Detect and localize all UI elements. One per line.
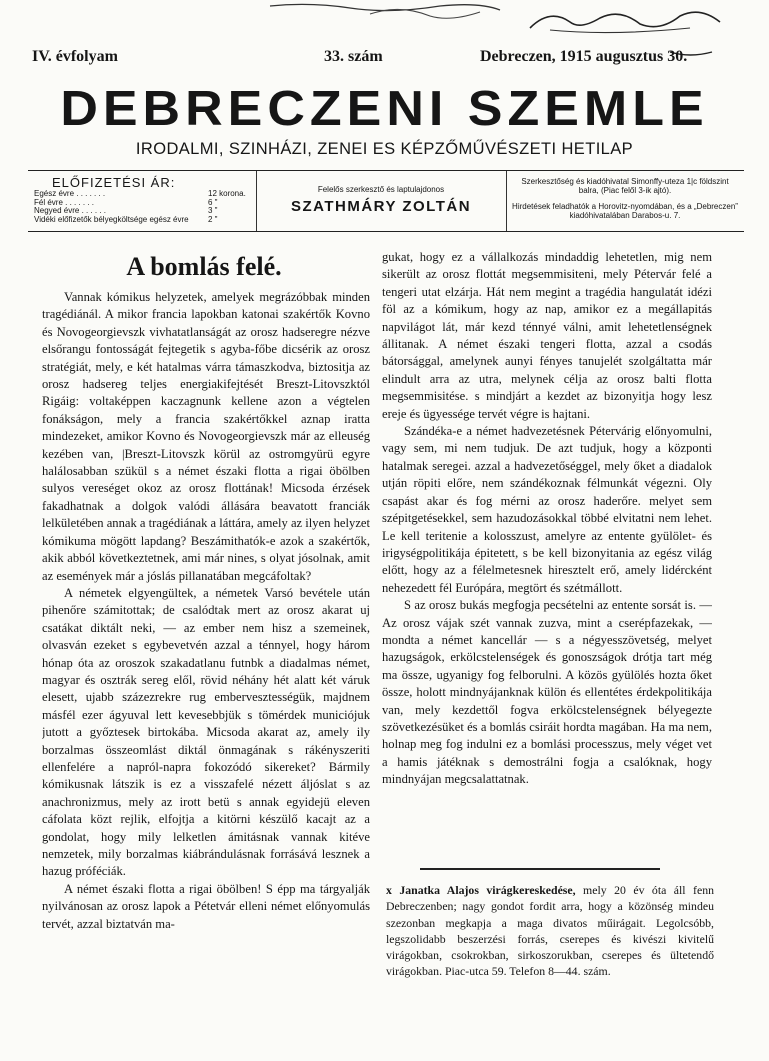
advertisement <box>386 882 714 980</box>
editor-role: Felelős szerkesztő és laptulajdonos <box>317 185 445 194</box>
issue-number: 33. szám <box>324 48 383 65</box>
volume-label: IV. évfolyam <box>32 48 118 65</box>
subscription-row: Vidéki előfizetők bélyegköltsége egész évre 2 " <box>34 214 218 224</box>
subscription-row: Fél évre . . . . . . . 6 " <box>34 197 218 207</box>
issue-info-line <box>30 44 740 70</box>
editorial-office-address: Szerkesztőség és kiadóhivatal Simonffy-uteza 1|c földszint balra, (Piac felől 3-ik ajtó). <box>521 177 729 195</box>
article-column-2 <box>382 249 712 849</box>
paragraph: A német északi flotta a rigai öbölben! S épp ma tárgyalják nyilvánosan az orosz lapok a Pétetvár elleni német előnyomulás tervét, azzal biztatván ma- <box>42 881 370 931</box>
paragraph: Szándéka-e a német hadvezetésnek Pétervárig előnyomulni, vagy sem, mi nem tudjuk. De azt tudjuk, hogy a központi hatalmak seregei. azzal a hadvezetőséggel, mely őket a diadalok utján röpiti előre, nem szándékoznak félmunkát végezni. Oly csapást akar és fog mérni az orosz haderőre. melyet sem szépitgetésekkel, sem hazudozásokkal többé elvitatni nem lehet. Le kell teritenie a kolosszust, amelyre az entente gyülölet- és irigységpolitikája épitetett, s be kell bizonyitania az egész világ előtt, hogy az a félelmetesnek hiresztelt erő, amely lidércként nehezedett fél Európára, megtört és szétmállott. <box>382 424 712 595</box>
newspaper-title: DEBRECZENI SZEMLE <box>60 81 709 137</box>
ad-text: mely 20 év óta áll fenn Debreczenben; nagy gondot fordit arra, hogy a közönség mindeu szezonban megkapja a maga divatos műirágait. Legolcsóbb, legszolidabb beszerzési forrás, cserepes és kivészi kivitelű virágokban, csokrokban, sirkoszorukban, cserepes és ültetendő virágokban. Piac-utca 59. Telefon 8—44. szám. <box>386 883 714 979</box>
ad-firm-name: x Janatka Alajos virágkereskedése, <box>386 883 576 897</box>
newspaper-subtitle: IRODALMI, SZINHÁZI, ZENEI ES KÉPZŐMŰVÉSZETI HETILAP <box>135 140 634 158</box>
paragraph: A németek elgyengültek, a németek Varsó bevétele után pihenőre számitottak; de csalódtak mert az orosz akarat uj csatákat diktált neki, — az ember nem hisz a szemeinek, olvasván ezeket s egybevetvén azzal a ténnyel, hogy három hónap óta az oroszok szakadatlanu futnbk a diadalmas német, magyar és osztrák sereg elől, rövid néhány hét alatt két váruk elesett, ujabb százezrekre rug embervesztességük, majdnem másfél ezer ágyuval lett kevesebbjük s tömérdek municiójuk jutott a győztesek birtokába. Micsoda akarat az, amely ily borzalmas összeomlást diktál önmagának s rákényszeriti ellenfelére a napról-napra fokozódó sikereket? Bármily kómikusnak látszik is ez a visszafelé nézett áljóslat s az anachronizmus, mely az irott betü s annak egyidejü eleven cáfolata közt rejlik, elfojtja a kitörni készülő kacajt az a gondolat, hogy mily lelketlen ámitásnak vannak kitéve nemzetek, mily borzalmas kiábrándulásnak forrásává lesznek a hazug próféciák. <box>42 585 370 879</box>
subscription-title: ELŐFIZETÉSI ÁR: <box>52 175 176 190</box>
article-column-1 <box>42 289 370 949</box>
paragraph: Vannak kómikus helyzetek, amelyek megrázóbbak minden tragédiánál. A mikor francia lapokban katonai szakértők Kovno és Novogeorgievszk vivhatatlanságát az orosz hadseregre nézve elsőrangu fontosságát fejtegetik s agyba-főbe dicsérik az orosz stratégiát, mely, e két hatalmas várra támaszkodva, biztositja az orosz hadsereg teljes energiakifejtését Breszt-Litovszktól Rigáig: voltaképpen kaczagnunk kellene azon a végtelen fonákságon, mely a francia szakértőkkel aznap iratta mindezeket, amikor Kovno és Novogeorgievszk már az elleuség kezében van, |Breszt-Litovszk körül az ostromgyürü egyre halálosabban szükül s a német északi flotta a rigai öbölben sulyos vereséget okoz az orosz flottának! Micsoda érzések fakadhatnak a dolgok valódi állására beavatott franciák lelkületében annak a tragédiának a láttára, amely az ilyen helyzet kómikuma mögött lapdang? Beszámithatók-e azok a szakértők, akik abból következtetnek, ami már nines, s olyat jósolnak, amit az események már a jóslás pillanatában megcáfoltak? <box>42 290 370 583</box>
editor-block <box>256 171 507 231</box>
paragraph: gukat, hogy ez a vállalkozás mindaddig lehetetlen, mig nem sikerült az orosz flottát megsemmisiteni, mely Pétervár felé a tengeri utat elzárja. Hát nem megint a tragédia hangulatát idézi föl az a kómikum, hogy az nap, amikor ez a megállapitás napvilágot lát, már kezd ténnyé válni, amit lehetetlenségnek állitanak. A német északi tengeri flotta, azzal a csodás bátorsággal, amelynek aunyi fényes tanujelét szolgáltatta már elindult arra az utra, melynek célja az orosz balti flotta megsemmisitése. s mindjárt a kezdet az bizonyitja hogy lesz ereje és ügyessége tervét végre is hajtani. <box>382 250 712 421</box>
subscription-row: Negyed évre . . . . . . 3 " <box>34 206 218 215</box>
article-title: A bomlás felé. <box>126 252 282 281</box>
place-and-date: Debreczen, 1915 augusztus 30. <box>480 48 688 65</box>
office-block <box>506 171 744 231</box>
subscription-block <box>28 171 257 231</box>
section-divider <box>420 868 660 870</box>
editor-name: SZATHMÁRY ZOLTÁN <box>290 198 472 215</box>
advertising-info: Hirdetések feladhatók a Horovitz-nyomdában, és a „Debreczen” kiadóhivatalában Darabos-u. 7. <box>512 202 738 220</box>
paragraph: S az orosz bukás megfogja pecsételni az entente sorsát is. — Az orosz vájak szét vannak zuzva, mint a cserépfazekak, — mondta a német kancellár — s a négyesszövetség, melyet hazugságok, erkölcstelenségek és gonoszságok drótja tart még ma össze, ugyanigy fog felborulni. A közös gyülölés hozta őket össze, holott mindnyájanknak külön és ellentétes érdekpolitikája van, mely kezdettől fogva erkölcstelenségnek bélyegezte szövetkezésüket és a bomlás csiráit hordta magában. Ha ma nem, holnap meg fog indulni ez a bomlási processzus, mely véget vet a hamis játéknak s demostrálni fogja a csalóknak, hogy mindnyájan megcsalattatnak. <box>382 598 712 787</box>
info-box <box>28 170 744 232</box>
subscription-row: Egész évre . . . . . . . 12 korona. <box>34 189 246 198</box>
